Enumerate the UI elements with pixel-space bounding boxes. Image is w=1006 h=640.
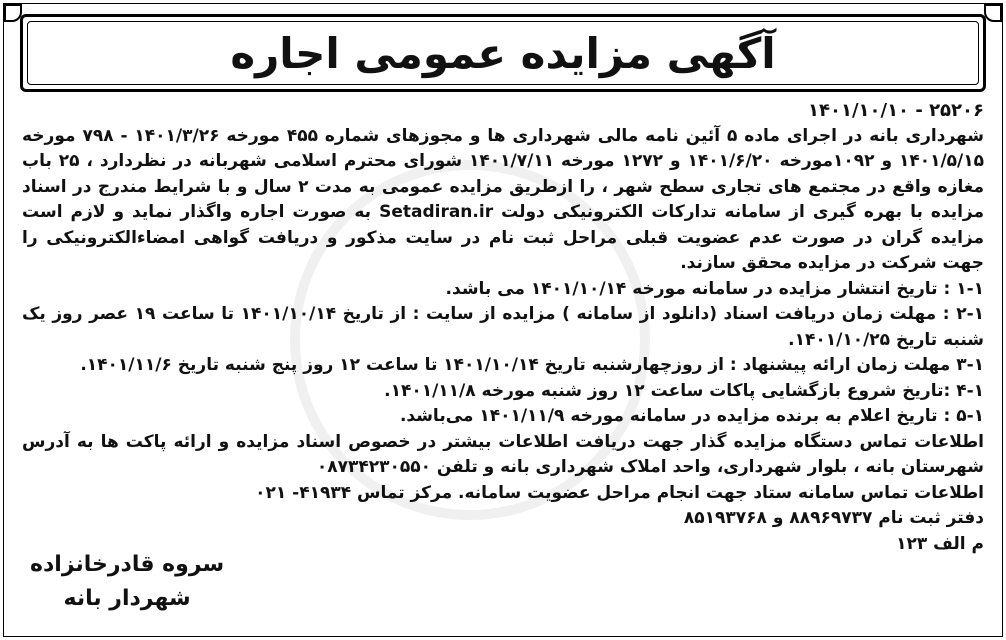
signature-block	[30, 548, 224, 616]
title-box	[20, 14, 986, 92]
list-item: ۲-۱ : مهلت زمان دریافت اسناد (دانلود از سامانه ) مزایده از سایت : از تاریخ ۱۴۰۱/۱۰/۱۴ تا ساعت ۱۹ عصر روز یک شنبه تاریخ ۱۴۰۱/۱۰/۲۵.	[22, 304, 984, 350]
contact-info-municipality: اطلاعات تماس دستگاه مزایده گذار جهت دریافت اطلاعات بیشتر در خصوص اسناد مزایده و ارائه پاکت ها به آدرس شهرستان بانه ، بلوار شهرداری، واحد املاک شهرداری بانه و تلفن ۰۸۷۳۴۲۳۰۵۵۰	[22, 431, 984, 477]
notice-body	[22, 98, 984, 557]
signatory-name: سروه قادرخانزاده	[30, 552, 225, 577]
frame-corner-ornament	[984, 4, 1002, 22]
reference-number: ۲۵۲۰۶ - ۱۴۰۱/۱۰/۱۰	[808, 100, 984, 121]
signatory-role: شهردار بانه	[63, 586, 191, 611]
list-item: ۴-۱ :تاریخ شروع بازگشایی پاکات ساعت ۱۲ روز شنبه مورخه ۱۴۰۱/۱۱/۸.	[384, 380, 984, 401]
list-item: ۳-۱ مهلت زمان ارائه پیشنهاد : از روزچهارشنبه تاریخ ۱۴۰۱/۱۰/۱۴ تا ساعت ۱۲ روز پنج شنبه تاریخ ۱۴۰۱/۱۱/۶.	[80, 355, 984, 375]
list-item: ۱-۱ : تاریخ انتشار مزایده در سامانه مورخه ۱۴۰۱/۱۰/۱۴ می باشد.	[445, 278, 984, 299]
notice-title: آگهی مزایده عمومی اجاره	[230, 28, 776, 78]
contact-info-setad: اطلاعات تماس سامانه ستاد جهت انجام مراحل عضویت سامانه. مرکز تماس ۴۱۹۳۴- ۰۲۱	[255, 482, 984, 503]
list-item: ۵-۱ : تاریخ اعلام به برنده مزایده در سامانه مورخه ۱۴۰۱/۱۱/۹ می‌باشد.	[399, 406, 984, 426]
main-paragraph: شهرداری بانه در اجرای ماده ۵ آئین نامه مالی شهرداری ها و مجوزهای شماره ۴۵۵ مورخه ۱۴۰۱/۳/۲۶ - ۷۹۸ مورخه ۱۴۰۱/۵/۱۵ و ۱۰۹۲مورخه ۱۴۰۱/۶/۲۰ و ۱۲۷۲ مورخه ۱۴۰۱/۷/۱۱ شورای محترم اسلامی شهربانه در نظردارد ، ۲۵ باب مغازه واقع در مجتمع های تجاری سطح شهر ، را ازطریق مزایده عمومی به مدت ۲ سال و با شرایط مندرج در اسناد مزایده با بهره گیری از سامانه تدارکات الکترونیکی دولت Setadiran.ir به صورت اجاره واگذار نماید و لازم است مزایده گران در صورت عدم عضویت قبلی مراحل ثبت نام در سایت مذکور و دریافت گواهی امضاءالکترونیکی را جهت شرکت در مزایده محقق سازند.	[22, 125, 985, 273]
publication-code: م الف ۱۲۳	[896, 533, 984, 554]
registration-office: دفتر ثبت نام ۸۸۹۶۹۷۳۷ و ۸۵۱۹۳۷۶۸	[683, 508, 984, 528]
